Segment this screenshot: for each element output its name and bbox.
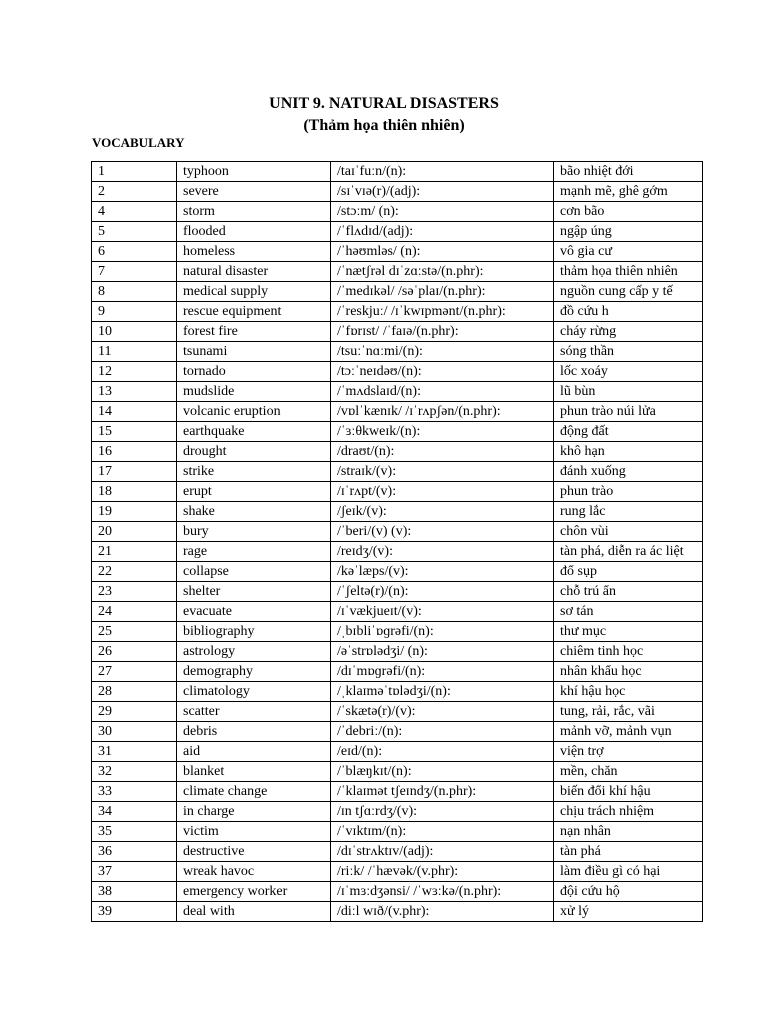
entry-number: 27 xyxy=(92,662,177,682)
entry-meaning: làm điều gì có hại xyxy=(554,862,703,882)
table-row xyxy=(92,882,703,902)
entry-pronunciation: /ɪn tʃɑːrdʒ/(v): xyxy=(331,802,554,822)
entry-number: 33 xyxy=(92,782,177,802)
entry-number: 12 xyxy=(92,362,177,382)
entry-number: 15 xyxy=(92,422,177,442)
table-row xyxy=(92,462,703,482)
entry-word: debris xyxy=(177,722,331,742)
entry-pronunciation: /ˈʃeltə(r)/(n): xyxy=(331,582,554,602)
entry-word: collapse xyxy=(177,562,331,582)
entry-meaning: ngập úng xyxy=(554,222,703,242)
entry-word: mudslide xyxy=(177,382,331,402)
table-row xyxy=(92,162,703,182)
entry-word: strike xyxy=(177,462,331,482)
entry-word: aid xyxy=(177,742,331,762)
table-row xyxy=(92,702,703,722)
entry-pronunciation: /tɔːˈneɪdəʊ/(n): xyxy=(331,362,554,382)
entry-pronunciation: /ˈɜːθkweɪk/(n): xyxy=(331,422,554,442)
entry-meaning: phun trào núi lửa xyxy=(554,402,703,422)
table-row xyxy=(92,822,703,842)
table-row xyxy=(92,902,703,922)
entry-word: volcanic eruption xyxy=(177,402,331,422)
entry-meaning: chôn vùi xyxy=(554,522,703,542)
entry-word: severe xyxy=(177,182,331,202)
entry-pronunciation: /eɪd/(n): xyxy=(331,742,554,762)
entry-meaning: sóng thần xyxy=(554,342,703,362)
entry-word: earthquake xyxy=(177,422,331,442)
entry-word: typhoon xyxy=(177,162,331,182)
entry-number: 9 xyxy=(92,302,177,322)
entry-meaning: viện trợ xyxy=(554,742,703,762)
table-row xyxy=(92,682,703,702)
entry-pronunciation: /diːl wɪð/(v.phr): xyxy=(331,902,554,922)
table-row xyxy=(92,582,703,602)
entry-meaning: nguồn cung cấp y tế xyxy=(554,282,703,302)
entry-number: 35 xyxy=(92,822,177,842)
entry-meaning: mền, chăn xyxy=(554,762,703,782)
entry-pronunciation: /dɪˈmɒɡrəfi/(n): xyxy=(331,662,554,682)
table-row xyxy=(92,602,703,622)
entry-word: bibliography xyxy=(177,622,331,642)
table-row xyxy=(92,242,703,262)
entry-number: 5 xyxy=(92,222,177,242)
entry-meaning: lốc xoáy xyxy=(554,362,703,382)
entry-number: 2 xyxy=(92,182,177,202)
entry-pronunciation: /ˈflʌdɪd/(adj): xyxy=(331,222,554,242)
document-title: UNIT 9. NATURAL DISASTERS xyxy=(269,95,499,112)
entry-word: evacuate xyxy=(177,602,331,622)
entry-number: 11 xyxy=(92,342,177,362)
entry-pronunciation: /ˈklaɪmət tʃeɪndʒ/(n.phr): xyxy=(331,782,554,802)
entry-pronunciation: /ˌbɪbliˈɒɡrəfi/(n): xyxy=(331,622,554,642)
table-row xyxy=(92,282,703,302)
entry-meaning: thảm họa thiên nhiên xyxy=(554,262,703,282)
entry-meaning: tàn phá, diễn ra ác liệt xyxy=(554,542,703,562)
entry-pronunciation: /stɔːm/ (n): xyxy=(331,202,554,222)
entry-number: 4 xyxy=(92,202,177,222)
entry-word: flooded xyxy=(177,222,331,242)
entry-meaning: mảnh vỡ, mảnh vụn xyxy=(554,722,703,742)
entry-pronunciation: /ʃeɪk/(v): xyxy=(331,502,554,522)
entry-meaning: chịu trách nhiệm xyxy=(554,802,703,822)
entry-number: 8 xyxy=(92,282,177,302)
vocabulary-table-body xyxy=(92,162,703,922)
entry-pronunciation: /ˈfɒrɪst/ /ˈfaɪə/(n.phr): xyxy=(331,322,554,342)
entry-meaning: cơn bão xyxy=(554,202,703,222)
entry-number: 26 xyxy=(92,642,177,662)
entry-meaning: phun trào xyxy=(554,482,703,502)
entry-meaning: chiêm tinh học xyxy=(554,642,703,662)
entry-pronunciation: /sɪˈvɪə(r)/(adj): xyxy=(331,182,554,202)
table-row xyxy=(92,542,703,562)
entry-meaning: cháy rừng xyxy=(554,322,703,342)
entry-pronunciation: /ˌklaɪməˈtɒlədʒi/(n): xyxy=(331,682,554,702)
entry-pronunciation: /ˈberi/(v) (v): xyxy=(331,522,554,542)
entry-number: 28 xyxy=(92,682,177,702)
table-row xyxy=(92,642,703,662)
entry-word: shelter xyxy=(177,582,331,602)
entry-meaning: rung lắc xyxy=(554,502,703,522)
entry-number: 18 xyxy=(92,482,177,502)
entry-pronunciation: /ɪˈmɜːdʒənsi/ /ˈwɜːkə/(n.phr): xyxy=(331,882,554,902)
entry-number: 37 xyxy=(92,862,177,882)
entry-number: 7 xyxy=(92,262,177,282)
entry-word: rage xyxy=(177,542,331,562)
entry-pronunciation: /ˈmʌdslaɪd/(n): xyxy=(331,382,554,402)
entry-pronunciation: /reɪdʒ/(v): xyxy=(331,542,554,562)
entry-meaning: động đất xyxy=(554,422,703,442)
entry-word: shake xyxy=(177,502,331,522)
entry-word: climate change xyxy=(177,782,331,802)
table-row xyxy=(92,762,703,782)
entry-pronunciation: /əˈstrɒlədʒi/ (n): xyxy=(331,642,554,662)
entry-number: 31 xyxy=(92,742,177,762)
entry-number: 13 xyxy=(92,382,177,402)
entry-pronunciation: /ˈskætə(r)/(v): xyxy=(331,702,554,722)
entry-meaning: xử lý xyxy=(554,902,703,922)
entry-pronunciation: /draʊt/(n): xyxy=(331,442,554,462)
entry-number: 10 xyxy=(92,322,177,342)
entry-number: 38 xyxy=(92,882,177,902)
entry-word: scatter xyxy=(177,702,331,722)
entry-word: tsunami xyxy=(177,342,331,362)
entry-pronunciation: /tsuːˈnɑːmi/(n): xyxy=(331,342,554,362)
table-row xyxy=(92,562,703,582)
entry-number: 32 xyxy=(92,762,177,782)
entry-meaning: đổ sụp xyxy=(554,562,703,582)
entry-meaning: vô gia cư xyxy=(554,242,703,262)
table-row xyxy=(92,502,703,522)
entry-meaning: biến đổi khí hậu xyxy=(554,782,703,802)
entry-word: destructive xyxy=(177,842,331,862)
table-row xyxy=(92,482,703,502)
entry-meaning: nạn nhân xyxy=(554,822,703,842)
entry-word: storm xyxy=(177,202,331,222)
entry-pronunciation: /ˈnætʃrəl dɪˈzɑːstə/(n.phr): xyxy=(331,262,554,282)
table-row xyxy=(92,222,703,242)
table-row xyxy=(92,202,703,222)
table-row xyxy=(92,862,703,882)
entry-number: 14 xyxy=(92,402,177,422)
table-row xyxy=(92,662,703,682)
entry-number: 16 xyxy=(92,442,177,462)
entry-word: in charge xyxy=(177,802,331,822)
entry-meaning: đồ cứu h xyxy=(554,302,703,322)
table-row xyxy=(92,402,703,422)
entry-pronunciation: /ˈreskjuː/ /ɪˈkwɪpmənt/(n.phr): xyxy=(331,302,554,322)
entry-pronunciation: /ɪˈrʌpt/(v): xyxy=(331,482,554,502)
table-row xyxy=(92,842,703,862)
entry-word: deal with xyxy=(177,902,331,922)
entry-meaning: khí hậu học xyxy=(554,682,703,702)
entry-number: 36 xyxy=(92,842,177,862)
entry-number: 22 xyxy=(92,562,177,582)
entry-number: 34 xyxy=(92,802,177,822)
entry-pronunciation: /ˈhəʊmləs/ (n): xyxy=(331,242,554,262)
entry-word: medical supply xyxy=(177,282,331,302)
vocabulary-table xyxy=(91,161,703,922)
table-row xyxy=(92,522,703,542)
entry-meaning: đánh xuống xyxy=(554,462,703,482)
entry-word: forest fire xyxy=(177,322,331,342)
entry-word: erupt xyxy=(177,482,331,502)
entry-pronunciation: /ɪˈvækjueɪt/(v): xyxy=(331,602,554,622)
entry-pronunciation: /kəˈlæps/(v): xyxy=(331,562,554,582)
table-row xyxy=(92,322,703,342)
table-row xyxy=(92,802,703,822)
entry-meaning: đội cứu hộ xyxy=(554,882,703,902)
table-row xyxy=(92,742,703,762)
entry-meaning: tàn phá xyxy=(554,842,703,862)
entry-pronunciation: /ˈblæŋkɪt/(n): xyxy=(331,762,554,782)
table-row xyxy=(92,182,703,202)
entry-word: homeless xyxy=(177,242,331,262)
entry-word: emergency worker xyxy=(177,882,331,902)
entry-word: astrology xyxy=(177,642,331,662)
entry-meaning: thư mục xyxy=(554,622,703,642)
entry-word: climatology xyxy=(177,682,331,702)
entry-number: 1 xyxy=(92,162,177,182)
entry-number: 19 xyxy=(92,502,177,522)
entry-word: blanket xyxy=(177,762,331,782)
entry-number: 29 xyxy=(92,702,177,722)
table-row xyxy=(92,622,703,642)
entry-meaning: chỗ trú ẩn xyxy=(554,582,703,602)
table-row xyxy=(92,302,703,322)
entry-word: rescue equipment xyxy=(177,302,331,322)
entry-number: 6 xyxy=(92,242,177,262)
entry-pronunciation: /riːk/ /ˈhævək/(v.phr): xyxy=(331,862,554,882)
entry-word: natural disaster xyxy=(177,262,331,282)
entry-word: bury xyxy=(177,522,331,542)
entry-word: wreak havoc xyxy=(177,862,331,882)
entry-pronunciation: /ˈmedɪkəl/ /səˈplaɪ/(n.phr): xyxy=(331,282,554,302)
entry-meaning: tung, rải, rắc, vãi xyxy=(554,702,703,722)
entry-pronunciation: /straɪk/(v): xyxy=(331,462,554,482)
entry-meaning: lũ bùn xyxy=(554,382,703,402)
entry-pronunciation: /ˈvɪktɪm/(n): xyxy=(331,822,554,842)
table-row xyxy=(92,782,703,802)
entry-number: 24 xyxy=(92,602,177,622)
table-row xyxy=(92,262,703,282)
table-row xyxy=(92,442,703,462)
entry-number: 23 xyxy=(92,582,177,602)
entry-number: 25 xyxy=(92,622,177,642)
entry-number: 17 xyxy=(92,462,177,482)
entry-word: tornado xyxy=(177,362,331,382)
entry-number: 30 xyxy=(92,722,177,742)
table-row xyxy=(92,422,703,442)
table-row xyxy=(92,382,703,402)
entry-pronunciation: /vɒlˈkænɪk/ /ɪˈrʌpʃən/(n.phr): xyxy=(331,402,554,422)
entry-number: 39 xyxy=(92,902,177,922)
table-row xyxy=(92,722,703,742)
entry-word: demography xyxy=(177,662,331,682)
entry-number: 20 xyxy=(92,522,177,542)
table-row xyxy=(92,362,703,382)
entry-word: drought xyxy=(177,442,331,462)
entry-meaning: bão nhiệt đới xyxy=(554,162,703,182)
entry-pronunciation: /ˈdebriː/(n): xyxy=(331,722,554,742)
entry-meaning: mạnh mẽ, ghê gớm xyxy=(554,182,703,202)
entry-number: 21 xyxy=(92,542,177,562)
entry-pronunciation: /dɪˈstrʌktɪv/(adj): xyxy=(331,842,554,862)
entry-pronunciation: /taɪˈfuːn/(n): xyxy=(331,162,554,182)
table-row xyxy=(92,342,703,362)
entry-meaning: khô hạn xyxy=(554,442,703,462)
entry-meaning: nhân khẩu học xyxy=(554,662,703,682)
section-heading: VOCABULARY xyxy=(92,135,185,150)
entry-meaning: sơ tán xyxy=(554,602,703,622)
entry-word: victim xyxy=(177,822,331,842)
document-subtitle: (Thảm họa thiên nhiên) xyxy=(303,117,465,134)
